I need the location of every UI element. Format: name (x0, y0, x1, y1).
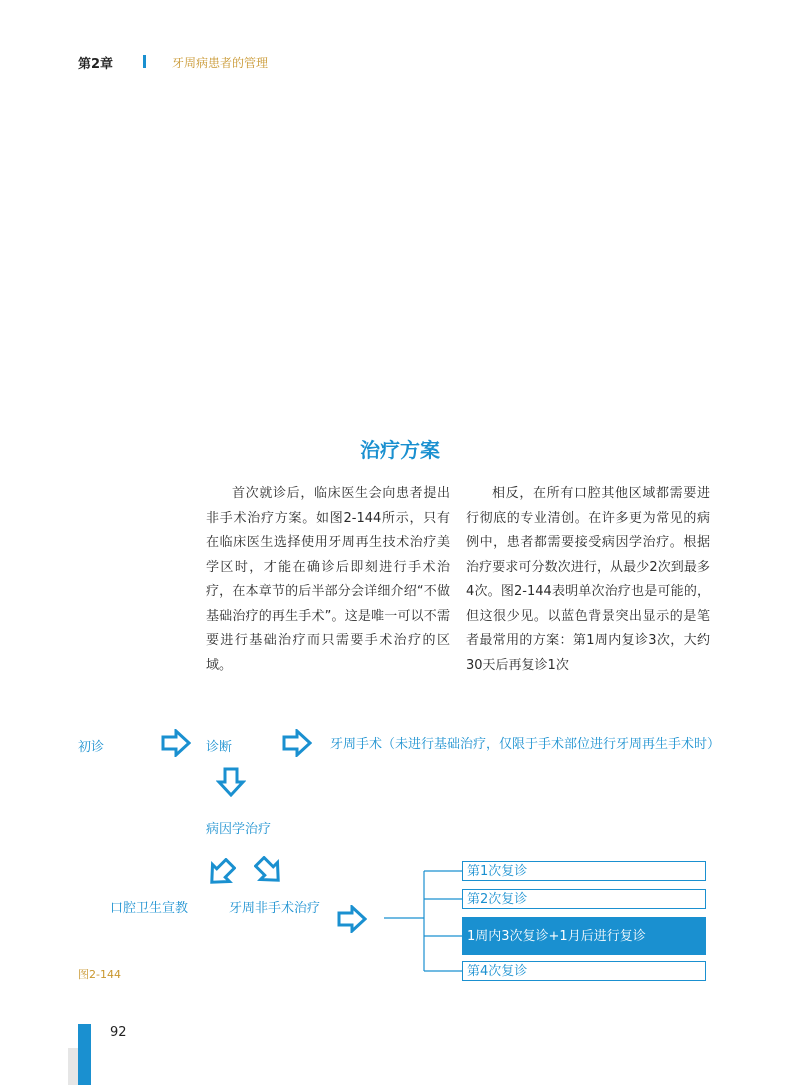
node-oral-hygiene: 口腔卫生宣教 (110, 901, 189, 916)
figure-caption: 图2-144 (78, 968, 121, 981)
node-etiologic-therapy: 病因学治疗 (206, 822, 272, 837)
page-edge-shadow (68, 1048, 78, 1085)
node-diagnosis: 诊断 (206, 740, 233, 755)
visit-option-highlighted: 1周内3次复诊+1月后进行复诊 (462, 917, 706, 955)
page-number: 92 (110, 1025, 127, 1040)
down-right-arrow-icon (254, 856, 284, 886)
right-arrow-icon (337, 905, 367, 933)
visit-option-1: 第1次复诊 (462, 861, 706, 881)
down-left-arrow-icon (206, 858, 236, 888)
page-number-bar (78, 1024, 91, 1085)
header-divider (143, 55, 146, 68)
down-arrow-icon (216, 767, 246, 797)
visit-option-4: 第4次复诊 (462, 961, 706, 981)
chapter-label: 第2章 (78, 57, 114, 72)
body-column-left (206, 482, 450, 678)
paragraph: 首次就诊后，临床医生会向患者提出非手术治疗方案。如图2-144所示，只有在临床医生选择使用牙周再生技术治疗美学区时，才能在确诊后即刻进行手术治疗，在本章节的后半部分会详细介绍“不做基础治疗的再生手术”。这是唯一可以不需要进行基础治疗而只需要手术治疗的区域。 (206, 486, 450, 673)
bracket-connector (384, 860, 464, 975)
right-arrow-icon (282, 729, 312, 757)
section-title: 治疗方案 (360, 438, 440, 462)
node-non-surgical: 牙周非手术治疗 (229, 901, 321, 916)
paragraph: 相反，在所有口腔其他区域都需要进行彻底的专业清创。在许多更为常见的病例中，患者都需要接受病因学治疗。根据治疗要求可分数次进行，从最少2次到最多4次。图2-144表明单次治疗也是可能的，但这很少见。以蓝色背景突出显示的是笔者最常用的方案：第1周内复诊3次，大约30天后再复诊1次 (466, 486, 710, 673)
visit-option-2: 第2次复诊 (462, 889, 706, 909)
node-periodontal-surgery: 牙周手术（未进行基础治疗，仅限于手术部位进行牙周再生手术时） (330, 737, 721, 752)
chapter-title: 牙周病患者的管理 (172, 56, 269, 70)
body-column-right (466, 482, 710, 678)
node-first-visit: 初诊 (78, 740, 105, 755)
right-arrow-icon (161, 729, 191, 757)
